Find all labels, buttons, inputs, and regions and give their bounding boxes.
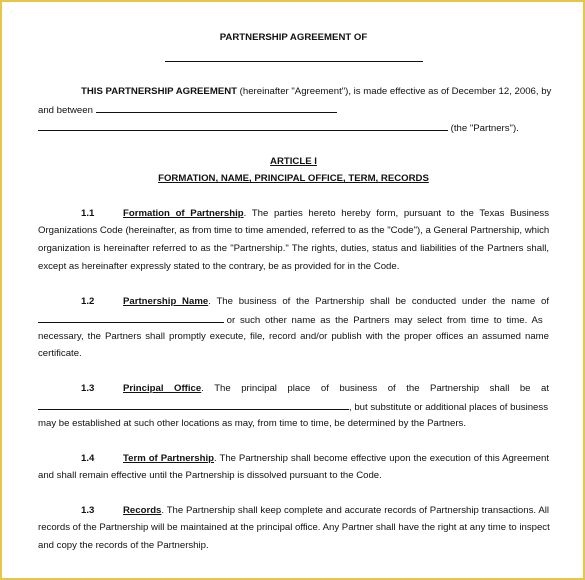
partnership-name-blank bbox=[38, 52, 549, 66]
section-title: Partnership Name bbox=[123, 296, 209, 307]
section-1-1-line-4: except as hereinafter expressly stated to the contrary, be as provided for in the Code. bbox=[38, 261, 400, 272]
article-heading: ARTICLE I bbox=[270, 156, 317, 167]
section-records-line-2: records of the Partnership will be maintained at the principal office. Any Partner shall have the right at any time to inspect bbox=[38, 522, 550, 533]
article-subheading: FORMATION, NAME, PRINCIPAL OFFICE, TERM, RECORDS bbox=[158, 173, 429, 184]
section-1-1-line-1 bbox=[38, 208, 549, 220]
section-text: or such other name as the Partners may select from time to time. As bbox=[226, 315, 543, 326]
section-text: . The principal place of business of the Partnership shall be at bbox=[201, 383, 549, 394]
intro-lead-rest: (hereinafter "Agreement"), is made effective as of December 12, 2006, by bbox=[237, 86, 552, 97]
section-text: . The parties hereto hereby form, pursuant to the Texas Business bbox=[243, 208, 549, 219]
section-number: 1.1 bbox=[81, 208, 95, 219]
section-title: Formation of Partnership bbox=[123, 208, 244, 219]
partner-blank-2 bbox=[38, 121, 448, 131]
section-title: Term of Partnership bbox=[123, 453, 215, 464]
office-address-blank bbox=[38, 400, 349, 410]
section-number: 1.3 bbox=[81, 383, 95, 394]
document-title: PARTNERSHIP AGREEMENT OF bbox=[219, 32, 368, 43]
section-text: . The Partnership shall keep complete and accurate records of Partnership transactions. All bbox=[161, 505, 549, 516]
section-text: , but substitute or additional places of business bbox=[349, 402, 548, 413]
section-1-4-line-2: and shall remain effective until the Partnership is dissolved pursuant to the Code. bbox=[38, 470, 382, 481]
intro-line-2 bbox=[38, 103, 549, 117]
partner-blank-1 bbox=[96, 103, 337, 113]
section-text: . The business of the Partnership shall be conducted under the name of bbox=[208, 296, 550, 307]
section-text: . The Partnership shall become effective upon the execution of this Agreement bbox=[214, 453, 549, 464]
section-1-2-line-1 bbox=[38, 296, 549, 308]
intro-lead-bold: THIS PARTNERSHIP AGREEMENT bbox=[81, 86, 238, 97]
section-1-1-line-2: Organizations Code (hereinafter, as from time to time amended, referred to as the "Code"), a General Partnership, which bbox=[38, 225, 550, 236]
section-1-2-line-3: necessary, the Partners shall promptly execute, file, record and/or publish with the proper offices an assumed name bbox=[38, 331, 549, 342]
section-1-3-line-1 bbox=[38, 383, 549, 395]
section-number: 1.2 bbox=[81, 296, 95, 307]
intro-line-3 bbox=[38, 121, 549, 135]
section-title: Principal Office bbox=[123, 383, 202, 394]
partners-label: (the "Partners"). bbox=[450, 123, 519, 134]
section-1-2-line-2 bbox=[38, 313, 549, 327]
blank-line bbox=[165, 52, 423, 62]
section-1-3-line-3: may be established at such other locations as may, from time to time, be determined by the Partners. bbox=[38, 418, 467, 429]
intro-and-between: and between bbox=[38, 105, 93, 116]
partnership-name-blank-2 bbox=[38, 313, 224, 323]
section-1-1-line-3: organization is hereinafter referred to as the "Partnership." The rights, duties, status and liabilities of the Partners shall, bbox=[38, 243, 549, 254]
section-number: 1.3 bbox=[81, 505, 95, 516]
section-1-4-line-1 bbox=[38, 453, 549, 465]
section-1-3-line-2 bbox=[38, 400, 549, 414]
intro-line-1 bbox=[38, 86, 552, 98]
section-title: Records bbox=[123, 505, 162, 516]
section-1-2-line-4: certificate. bbox=[38, 348, 82, 359]
section-records-line-3: and copy the records of the Partnership. bbox=[38, 540, 209, 551]
section-records-line-1 bbox=[38, 505, 549, 517]
section-number: 1.4 bbox=[81, 453, 95, 464]
